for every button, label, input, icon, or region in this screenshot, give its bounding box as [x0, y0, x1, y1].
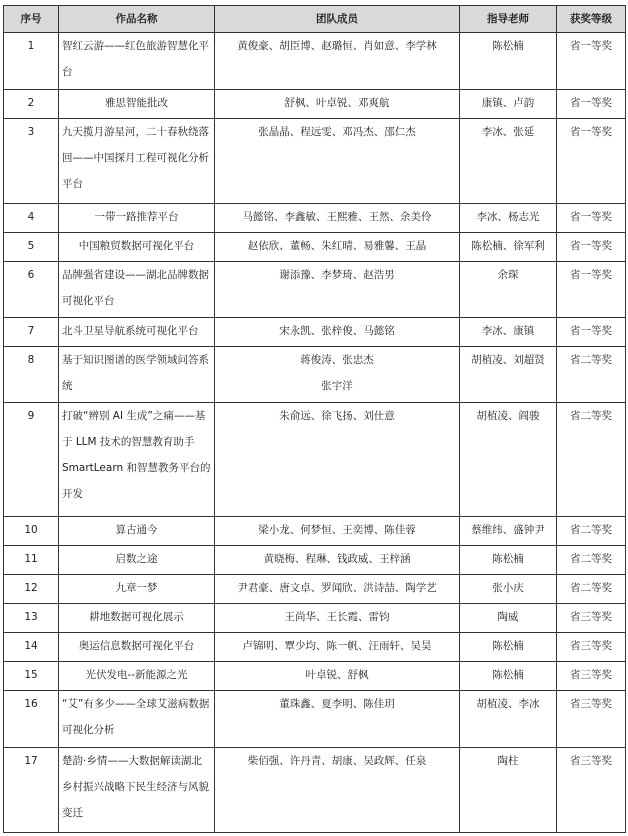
cell-teacher: 陶威 [460, 604, 557, 633]
cell-name: 一带一路推荐平台 [59, 204, 215, 233]
table-row [4, 691, 626, 748]
cell-num: 6 [4, 262, 59, 318]
cell-teacher: 李冰、杨志光 [460, 204, 557, 233]
cell-num: 3 [4, 119, 59, 204]
cell-num: 17 [4, 748, 59, 833]
cell-award: 省一等奖 [557, 262, 626, 318]
cell-num: 1 [4, 33, 59, 90]
cell-teacher: 陈松楠 [460, 662, 557, 691]
cell-teacher: 陈松楠 [460, 33, 557, 90]
table-row [4, 33, 626, 90]
cell-team: 赵依欣、董畅、朱红晴、易雅馨、王晶 [215, 233, 460, 262]
cell-award: 省二等奖 [557, 575, 626, 604]
cell-teacher: 李冰、张延 [460, 119, 557, 204]
cell-name: “艾”有多少——全球艾滋病数据可视化分析 [59, 691, 215, 748]
cell-teacher: 康镇、卢韵 [460, 90, 557, 119]
table-row [4, 517, 626, 546]
cell-num: 10 [4, 517, 59, 546]
cell-award: 省三等奖 [557, 633, 626, 662]
cell-num: 14 [4, 633, 59, 662]
cell-award: 省一等奖 [557, 204, 626, 233]
cell-teacher: 余琛 [460, 262, 557, 318]
cell-award: 省二等奖 [557, 517, 626, 546]
table-row [4, 575, 626, 604]
cell-name: 打破“辨别 AI 生成”之痛——基于 LLM 技术的智慧教育助手 SmartLearn 和智慧教务平台的开发 [59, 403, 215, 517]
cell-teacher: 胡植凌、阎骏 [460, 403, 557, 517]
cell-name: 算古通今 [59, 517, 215, 546]
cell-name: 耕地数据可视化展示 [59, 604, 215, 633]
cell-name: 中国粮贸数据可视化平台 [59, 233, 215, 262]
cell-award: 省三等奖 [557, 691, 626, 748]
table-row [4, 403, 626, 517]
cell-name: 雅思智能批改 [59, 90, 215, 119]
cell-team: 宋永凯、张梓俊、马懿铭 [215, 318, 460, 347]
awards-table [3, 5, 626, 833]
table-row [4, 204, 626, 233]
table-row [4, 748, 626, 833]
cell-award: 省一等奖 [557, 318, 626, 347]
table-row [4, 119, 626, 204]
table-row [4, 318, 626, 347]
team-line: 蒋俊涛、张忠杰 [300, 354, 374, 366]
cell-team: 柴佰强、许丹青、胡康、吴政辉、任泉 [215, 748, 460, 833]
cell-team: 谢添豫、李梦琦、赵浩男 [215, 262, 460, 318]
cell-name: 楚韵·乡情——大数据解读湖北乡村振兴战略下民生经济与风貌变迁 [59, 748, 215, 833]
cell-award: 省三等奖 [557, 662, 626, 691]
cell-num: 4 [4, 204, 59, 233]
cell-team: 卢锦明、覃少均、陈一帆、汪雨轩、吴昊 [215, 633, 460, 662]
cell-teacher: 蔡维纬、盛钟尹 [460, 517, 557, 546]
cell-name: 基于知识图谱的医学领域问答系统 [59, 347, 215, 403]
cell-teacher: 胡植凌、刘超贤 [460, 347, 557, 403]
cell-award: 省三等奖 [557, 748, 626, 833]
cell-name: 九章一梦 [59, 575, 215, 604]
cell-team: 黄俊豪、胡臣博、赵璐恒、肖如意、李学林 [215, 33, 460, 90]
table-row [4, 546, 626, 575]
cell-team: 董珠鑫、夏李明、陈佳玥 [215, 691, 460, 748]
cell-num: 13 [4, 604, 59, 633]
table-row [4, 233, 626, 262]
cell-award: 省二等奖 [557, 403, 626, 517]
header-award: 获奖等级 [557, 6, 626, 33]
cell-teacher: 陈松楠 [460, 633, 557, 662]
cell-award: 省二等奖 [557, 546, 626, 575]
cell-award: 省一等奖 [557, 90, 626, 119]
cell-num: 15 [4, 662, 59, 691]
cell-name: 光伏发电--新能源之光 [59, 662, 215, 691]
cell-num: 11 [4, 546, 59, 575]
cell-teacher: 陈松楠 [460, 546, 557, 575]
cell-team: 王尚华、王长霞、雷钧 [215, 604, 460, 633]
cell-name: 北斗卫星导航系统可视化平台 [59, 318, 215, 347]
header-team: 团队成员 [215, 6, 460, 33]
header-teacher: 指导老师 [460, 6, 557, 33]
cell-num: 8 [4, 347, 59, 403]
header-name: 作品名称 [59, 6, 215, 33]
table-row [4, 604, 626, 633]
cell-team [215, 347, 460, 403]
table-row [4, 662, 626, 691]
cell-award: 省一等奖 [557, 33, 626, 90]
cell-num: 7 [4, 318, 59, 347]
cell-team: 舒枫、叶卓锐、邓爽航 [215, 90, 460, 119]
cell-teacher: 陈松楠、徐军利 [460, 233, 557, 262]
team-line: 张宇洋 [321, 380, 353, 392]
cell-teacher: 张小庆 [460, 575, 557, 604]
cell-num: 5 [4, 233, 59, 262]
cell-team: 朱俞远、徐飞扬、刘仕意 [215, 403, 460, 517]
cell-name: 奥运信息数据可视化平台 [59, 633, 215, 662]
cell-num: 12 [4, 575, 59, 604]
cell-award: 省二等奖 [557, 347, 626, 403]
cell-award: 省一等奖 [557, 119, 626, 204]
cell-team: 黄晓梅、程琳、钱政威、王梓涵 [215, 546, 460, 575]
cell-award: 省三等奖 [557, 604, 626, 633]
header-row [4, 6, 626, 33]
cell-team: 张晶晶、程远雯、邓冯杰、邵仁杰 [215, 119, 460, 204]
cell-name: 智红云游——红色旅游智慧化平台 [59, 33, 215, 90]
table-row [4, 90, 626, 119]
table-row [4, 262, 626, 318]
cell-teacher: 胡植凌、李冰 [460, 691, 557, 748]
cell-name: 品牌强省建设——湖北品牌数据可视化平台 [59, 262, 215, 318]
cell-name: 启数之途 [59, 546, 215, 575]
cell-team: 尹君豪、唐文卓、罗闻欣、洪诗喆、陶学艺 [215, 575, 460, 604]
cell-team: 梁小龙、何梦恒、王奕博、陈佳蓉 [215, 517, 460, 546]
cell-num: 2 [4, 90, 59, 119]
table-row [4, 633, 626, 662]
table-row [4, 347, 626, 403]
cell-teacher: 陶柱 [460, 748, 557, 833]
cell-team: 叶卓锐、舒枫 [215, 662, 460, 691]
cell-name: 九天揽月游星河，二十春秋绕落回——中国探月工程可视化分析平台 [59, 119, 215, 204]
cell-team: 马懿铭、李鑫敏、王熙雅、王然、余美伶 [215, 204, 460, 233]
cell-teacher: 李冰、康镇 [460, 318, 557, 347]
header-num: 序号 [4, 6, 59, 33]
cell-num: 9 [4, 403, 59, 517]
cell-num: 16 [4, 691, 59, 748]
cell-award: 省一等奖 [557, 233, 626, 262]
